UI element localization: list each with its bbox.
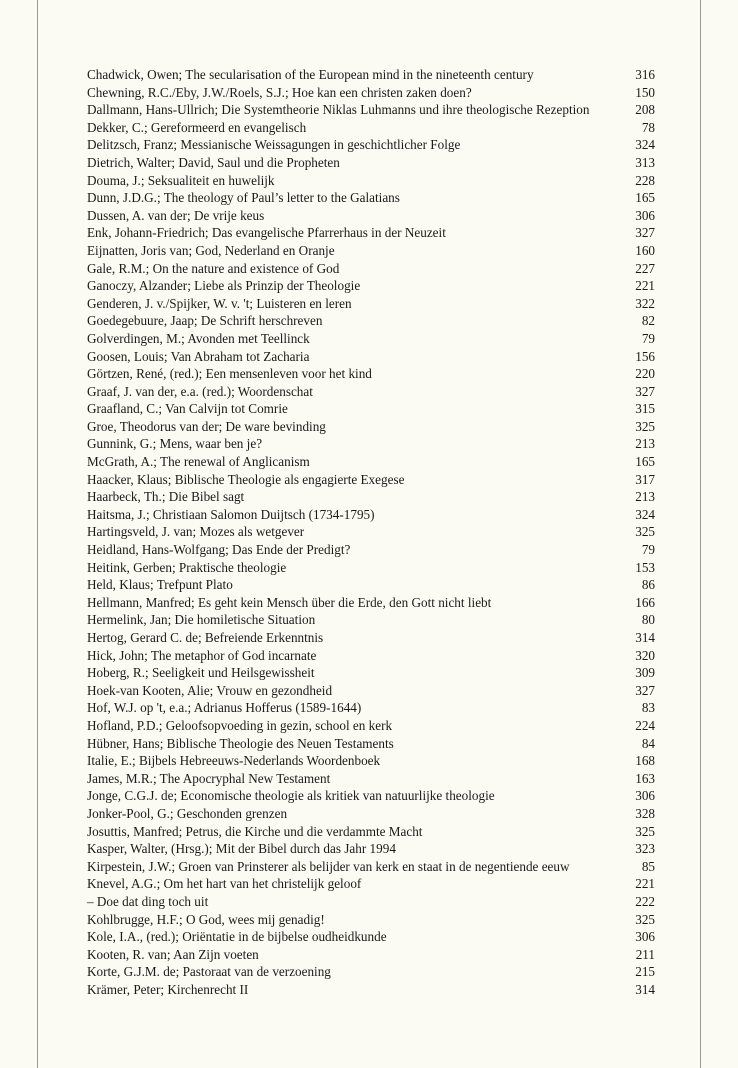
book-index-list xyxy=(87,66,655,998)
index-entry xyxy=(87,172,655,190)
index-entry-page: 153 xyxy=(635,559,655,575)
right-margin-rule xyxy=(700,0,701,1068)
index-entry xyxy=(87,312,655,330)
index-entry-page: 156 xyxy=(635,348,655,364)
index-entry-title: Dietrich, Walter; David, Saul und die Propheten xyxy=(87,154,340,170)
index-entry-page: 168 xyxy=(635,753,655,769)
index-entry-title: Graafland, C.; Van Calvijn tot Comrie xyxy=(87,401,288,417)
index-entry-title: Haitsma, J.; Christiaan Salomon Duijtsch (1734-1795) xyxy=(87,506,375,522)
index-entry-title: Heitink, Gerben; Praktische theologie xyxy=(87,559,287,575)
index-entry-page: 165 xyxy=(635,190,655,206)
index-entry-page: 165 xyxy=(635,454,655,470)
index-entry-page: 306 xyxy=(635,207,655,223)
index-entry-page: 306 xyxy=(635,929,655,945)
index-entry xyxy=(87,383,655,401)
index-entry xyxy=(87,418,655,436)
index-entry xyxy=(87,699,655,717)
index-entry-page: 320 xyxy=(635,647,655,663)
index-entry-page: 327 xyxy=(635,383,655,399)
index-entry xyxy=(87,242,655,260)
index-entry xyxy=(87,717,655,735)
index-entry xyxy=(87,189,655,207)
index-entry-title: Kasper, Walter, (Hrsg.); Mit der Bibel durch das Jahr 1994 xyxy=(87,841,396,857)
index-entry xyxy=(87,260,655,278)
index-entry-title: Held, Klaus; Trefpunt Plato xyxy=(87,577,233,593)
index-entry-page: 85 xyxy=(641,858,655,874)
index-entry xyxy=(87,735,655,753)
index-entry-page: 323 xyxy=(635,841,655,857)
index-entry xyxy=(87,224,655,242)
index-entry-title: Italie, E.; Bijbels Hebreeuws-Nederlands Woordenboek xyxy=(87,753,381,769)
index-entry xyxy=(87,66,655,84)
index-entry-page: 211 xyxy=(635,946,655,962)
index-entry xyxy=(87,752,655,770)
index-entry-page: 306 xyxy=(635,788,655,804)
index-entry-page: 213 xyxy=(635,489,655,505)
index-entry-title: Haacker, Klaus; Biblische Theologie als engagierte Exegese xyxy=(87,471,405,487)
index-entry xyxy=(87,858,655,876)
index-entry xyxy=(87,154,655,172)
index-entry-title: Groe, Theodorus van der; De ware bevinding xyxy=(87,418,326,434)
index-entry-title: Chewning, R.C./Eby, J.W./Roels, S.J.; Hoe kan een christen zaken doen? xyxy=(87,84,472,100)
index-entry-page: 325 xyxy=(635,524,655,540)
left-margin-rule xyxy=(37,0,38,1068)
index-entry xyxy=(87,400,655,418)
index-entry-title: Enk, Johann-Friedrich; Das evangelische Pfarrerhaus in der Neuzeit xyxy=(87,225,446,241)
index-entry xyxy=(87,348,655,366)
index-entry-title: Josuttis, Manfred; Petrus, die Kirche und die verdammte Macht xyxy=(87,823,423,839)
index-entry-page: 213 xyxy=(635,436,655,452)
index-entry xyxy=(87,664,655,682)
index-entry xyxy=(87,963,655,981)
index-entry-title: Gunnink, G.; Mens, waar ben je? xyxy=(87,436,263,452)
index-entry xyxy=(87,611,655,629)
index-entry-page: 325 xyxy=(635,823,655,839)
index-entry-title: Hoek-van Kooten, Alie; Vrouw en gezondheid xyxy=(87,682,333,698)
index-entry-page: 227 xyxy=(635,260,655,276)
index-entry-title: Dunn, J.D.G.; The theology of Paul’s letter to the Galatians xyxy=(87,190,400,206)
index-entry-page: 327 xyxy=(635,225,655,241)
index-entry xyxy=(87,682,655,700)
index-entry-title: Knevel, A.G.; Om het hart van het christelijk geloof xyxy=(87,876,362,892)
index-entry xyxy=(87,893,655,911)
index-entry-title: Hick, John; The metaphor of God incarnate xyxy=(87,647,317,663)
index-entry-page: 82 xyxy=(641,313,655,329)
index-entry xyxy=(87,629,655,647)
index-entry-page: 313 xyxy=(635,154,655,170)
index-entry xyxy=(87,471,655,489)
index-entry-page: 324 xyxy=(635,506,655,522)
index-entry-title: Hermelink, Jan; Die homiletische Situation xyxy=(87,612,316,628)
index-entry-title: Krämer, Peter; Kirchenrecht II xyxy=(87,981,249,997)
index-entry xyxy=(87,365,655,383)
index-entry xyxy=(87,770,655,788)
index-entry-title: Genderen, J. v./Spijker, W. v. 't; Luisteren en leren xyxy=(87,295,352,311)
index-entry-title: Dallmann, Hans-Ullrich; Die Systemtheorie Niklas Luhmanns und ihre theologische Rezeption xyxy=(87,102,590,118)
index-entry xyxy=(87,787,655,805)
index-entry xyxy=(87,277,655,295)
index-entry-title: Kirpestein, J.W.; Groen van Prinsterer als belijder van kerk en staat in de negentiende eeuw xyxy=(87,858,570,874)
index-entry-title: Goosen, Louis; Van Abraham tot Zacharia xyxy=(87,348,310,364)
index-entry-page: 84 xyxy=(641,735,655,751)
index-entry-title: Hübner, Hans; Biblische Theologie des Neuen Testaments xyxy=(87,735,394,751)
index-entry-title: – Doe dat ding toch uit xyxy=(87,893,209,909)
index-entry xyxy=(87,541,655,559)
index-entry xyxy=(87,928,655,946)
index-entry xyxy=(87,559,655,577)
index-entry-title: Hofland, P.D.; Geloofsopvoeding in gezin, school en kerk xyxy=(87,717,393,733)
index-entry-page: 78 xyxy=(641,119,655,135)
index-entry-title: Douma, J.; Seksualiteit en huwelijk xyxy=(87,172,275,188)
index-entry-page: 79 xyxy=(641,542,655,558)
index-entry-title: Golverdingen, M.; Avonden met Teellinck xyxy=(87,330,310,346)
index-entry-title: Goedegebuure, Jaap; De Schrift herschreven xyxy=(87,313,323,329)
index-entry-title: Delitzsch, Franz; Messianische Weissagungen in geschichtlicher Folge xyxy=(87,137,461,153)
index-entry-page: 150 xyxy=(635,84,655,100)
index-entry-page: 222 xyxy=(635,893,655,909)
index-entry xyxy=(87,101,655,119)
index-entry xyxy=(87,523,655,541)
index-entry-title: Heidland, Hans-Wolfgang; Das Ende der Predigt? xyxy=(87,542,351,558)
index-entry xyxy=(87,823,655,841)
index-entry-title: Kole, I.A., (red.); Oriëntatie in de bijbelse oudheidkunde xyxy=(87,929,387,945)
index-entry xyxy=(87,84,655,102)
index-entry xyxy=(87,946,655,964)
index-entry-page: 314 xyxy=(635,630,655,645)
index-entry-page: 83 xyxy=(641,700,655,716)
index-entry-page: 221 xyxy=(635,278,655,294)
index-entry xyxy=(87,981,655,999)
index-entry-page: 325 xyxy=(635,418,655,434)
index-entry xyxy=(87,435,655,453)
index-entry-page: 220 xyxy=(635,366,655,382)
index-entry-page: 221 xyxy=(635,876,655,892)
index-entry xyxy=(87,576,655,594)
index-entry xyxy=(87,911,655,929)
index-entry-page: 316 xyxy=(635,67,655,82)
index-entry xyxy=(87,207,655,225)
index-entry-title: Kohlbrugge, H.F.; O God, wees mij genadig! xyxy=(87,911,325,927)
index-entry xyxy=(87,136,655,154)
index-entry-title: Ganoczy, Alzander; Liebe als Prinzip der Theologie xyxy=(87,278,361,294)
index-entry-title: Hertog, Gerard C. de; Befreiende Erkenntnis xyxy=(87,630,324,645)
index-entry-page: 163 xyxy=(635,770,655,786)
index-entry-title: Chadwick, Owen; The secularisation of the European mind in the nineteenth century xyxy=(87,67,534,82)
index-entry-page: 224 xyxy=(635,717,655,733)
index-entry-page: 228 xyxy=(635,172,655,188)
index-entry-title: Kooten, R. van; Aan Zijn voeten xyxy=(87,946,259,962)
index-entry-title: Hellmann, Manfred; Es geht kein Mensch über die Erde, den Gott nicht liebt xyxy=(87,594,492,610)
index-entry-title: James, M.R.; The Apocryphal New Testament xyxy=(87,770,331,786)
index-entry-page: 86 xyxy=(641,577,655,593)
index-entry-page: 80 xyxy=(641,612,655,628)
index-entry-title: Graaf, J. van der, e.a. (red.); Woordenschat xyxy=(87,383,313,399)
index-entry xyxy=(87,330,655,348)
index-entry-page: 327 xyxy=(635,682,655,698)
index-entry xyxy=(87,875,655,893)
index-entry-title: Eijnatten, Joris van; God, Nederland en Oranje xyxy=(87,242,335,258)
index-entry xyxy=(87,295,655,313)
index-entry-title: Haarbeck, Th.; Die Bibel sagt xyxy=(87,489,245,505)
index-entry-title: Hartingsveld, J. van; Mozes als wetgever xyxy=(87,524,305,540)
index-entry-page: 324 xyxy=(635,137,655,153)
index-entry-title: Dussen, A. van der; De vrije keus xyxy=(87,207,265,223)
index-entry xyxy=(87,506,655,524)
index-entry-title: Jonge, C.G.J. de; Economische theologie als kritiek van natuurlijke theologie xyxy=(87,788,495,804)
index-entry-title: Görtzen, René, (red.); Een mensenleven voor het kind xyxy=(87,366,372,382)
index-entry-title: Dekker, C.; Gereformeerd en evangelisch xyxy=(87,119,307,135)
index-entry-page: 208 xyxy=(635,102,655,118)
index-entry-title: McGrath, A.; The renewal of Anglicanism xyxy=(87,454,310,470)
index-entry-title: Gale, R.M.; On the nature and existence of God xyxy=(87,260,340,276)
index-entry-page: 315 xyxy=(635,401,655,417)
index-entry xyxy=(87,119,655,137)
index-entry-page: 317 xyxy=(635,471,655,487)
index-entry-page: 309 xyxy=(635,665,655,681)
index-entry-title: Jonker-Pool, G.; Geschonden grenzen xyxy=(87,805,288,821)
index-entry-title: Hoberg, R.; Seeligkeit und Heilsgewissheit xyxy=(87,665,315,681)
index-entry xyxy=(87,453,655,471)
index-entry-title: Korte, G.J.M. de; Pastoraat van de verzoening xyxy=(87,964,331,980)
index-entry-page: 166 xyxy=(635,594,655,610)
index-entry-page: 322 xyxy=(635,295,655,311)
index-entry xyxy=(87,840,655,858)
index-entry-page: 314 xyxy=(635,981,655,997)
index-entry-title: Hof, W.J. op 't, e.a.; Adrianus Hofferus (1589-1644) xyxy=(87,700,362,716)
index-entry-page: 79 xyxy=(641,330,655,346)
index-entry-page: 215 xyxy=(635,964,655,980)
index-entry-page: 160 xyxy=(635,242,655,258)
index-entry xyxy=(87,647,655,665)
index-entry-page: 328 xyxy=(635,805,655,821)
index-entry-page: 325 xyxy=(635,911,655,927)
index-entry xyxy=(87,488,655,506)
index-entry xyxy=(87,594,655,612)
index-entry xyxy=(87,805,655,823)
